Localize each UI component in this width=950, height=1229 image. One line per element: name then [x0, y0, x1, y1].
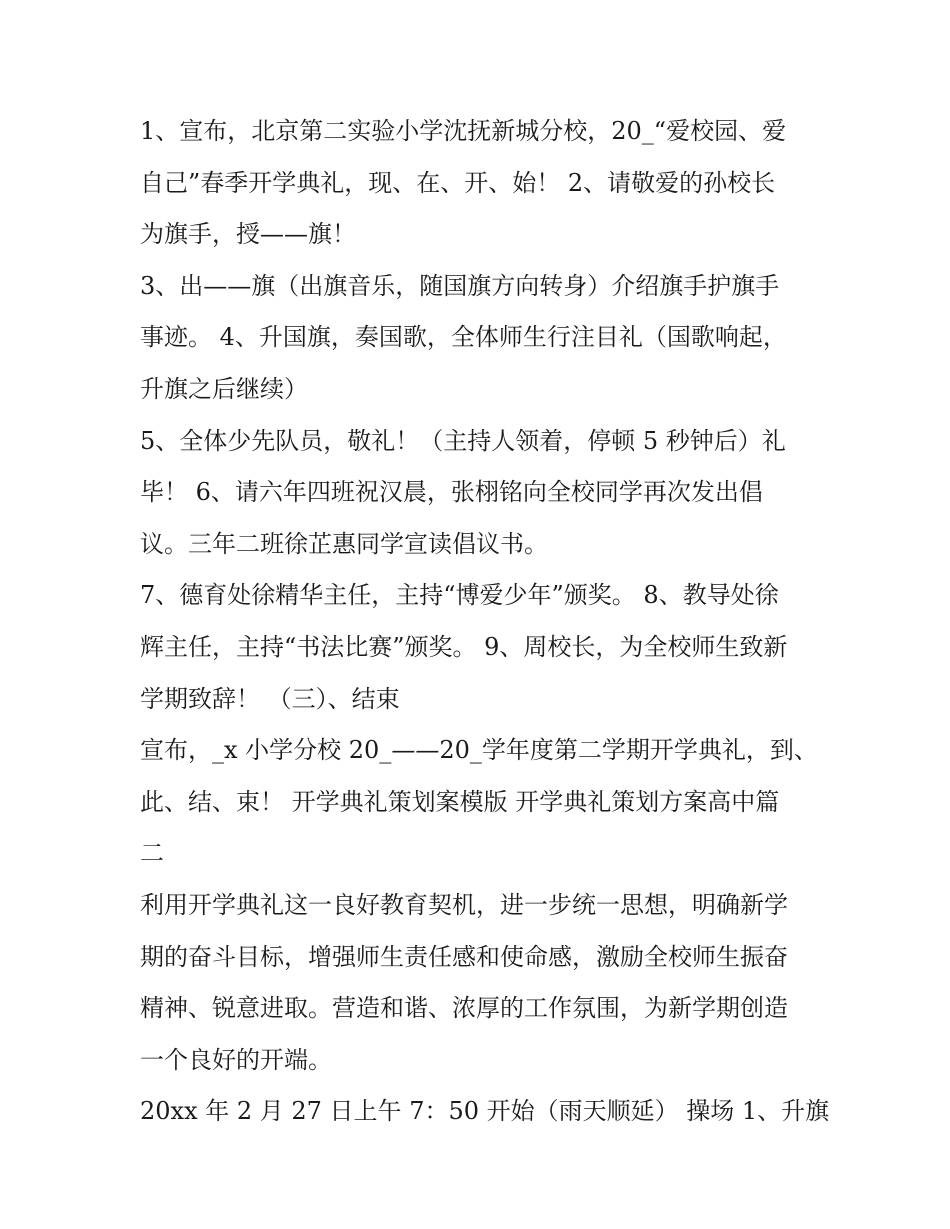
text-line: 20xx 年 2 月 27 日上午 7：50 开始（雨天顺延） 操场 1、升旗 — [140, 1097, 830, 1126]
text-line: 自己”春季开学典礼，现、在、开、始！ 2、请敬爱的孙校长 — [140, 168, 776, 197]
text-line: 此、结、束！ 开学典礼策划案模版 开学典礼策划方案高中篇 — [140, 787, 780, 816]
text-line: 学期致辞！ （三）、结束 — [140, 684, 400, 713]
text-line: 事迹。 4、升国旗，奏国歌，全体师生行注目礼（国歌响起， — [140, 323, 787, 352]
text-line: 升旗之后继续） — [140, 374, 308, 403]
text-line: 为旗手，授——旗！ — [140, 220, 356, 249]
text-line: 期的奋斗目标，增强师生责任感和使命感，激励全校师生振奋 — [140, 942, 788, 971]
document-body — [140, 106, 830, 1138]
text-line: 精神、锐意进取。营造和谐、浓厚的工作氛围，为新学期创造 — [140, 994, 788, 1023]
text-line: 毕！ 6、请六年四班祝汉晨，张栩铭向全校同学再次发出倡 — [140, 478, 763, 507]
text-line: 1、宣布，北京第二实验小学沈抚新城分校，20_“爱校园、爱 — [140, 117, 787, 145]
text-line: 议。三年二班徐芷惠同学宣读倡议书。 — [140, 529, 548, 558]
text-line: 3、出——旗（出旗音乐，随国旗方向转身）介绍旗手护旗手 — [140, 271, 780, 300]
text-line: 利用开学典礼这一良好教育契机，进一步统一思想，明确新学 — [140, 890, 788, 919]
text-line: 宣布，_x 小学分校 20_——20_学年度第二学期开学典礼，到、 — [140, 736, 818, 765]
text-line: 一个良好的开端。 — [140, 1045, 332, 1074]
text-line: 7、德育处徐精华主任，主持“博爱少年”颁奖。 8、教导处徐 — [140, 581, 779, 610]
text-line: 5、全体少先队员，敬礼！（主持人领着，停顿 5 秒钟后）礼 — [140, 426, 786, 455]
text-line: 二 — [140, 839, 164, 868]
text-line: 辉主任，主持“书法比赛”颁奖。 9、周校长，为全校师生致新 — [140, 632, 788, 661]
